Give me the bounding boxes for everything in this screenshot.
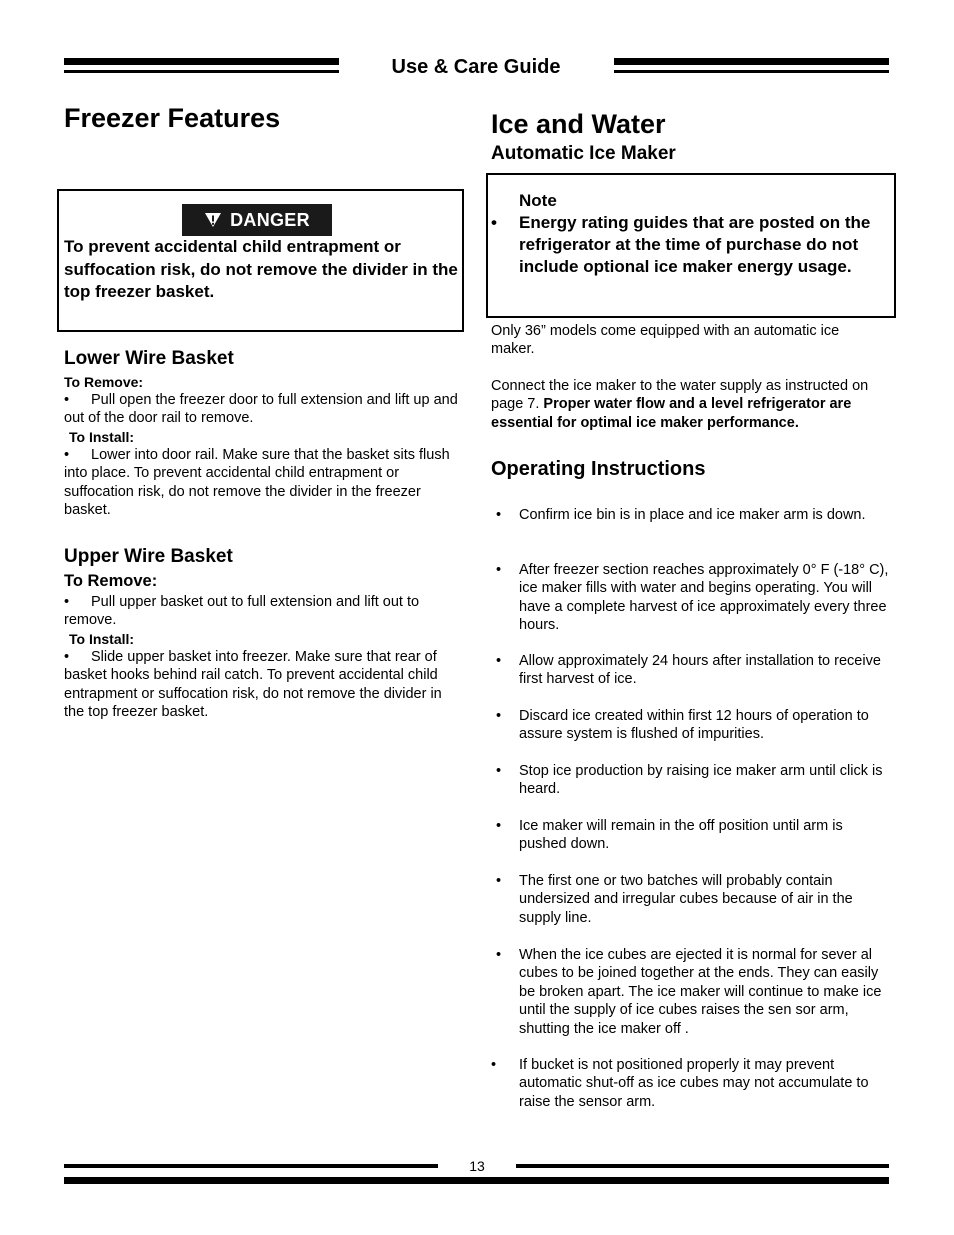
operating-item-text: When the ice cubes are ejected it is normal for sever al cubes to be joined together at the ends. They can easily be broken apart. The ice maker will continue to make ice until the supply of ice cubes raises the sen sor arm, shutting the ice maker off .: [519, 947, 882, 1037]
danger-badge-label: DANGER: [230, 209, 310, 230]
lower-remove-item: [64, 391, 464, 428]
water-supply-paragraph: [491, 377, 886, 432]
footer-rule-right-thin: [516, 1164, 889, 1168]
lower-install-text: Lower into door rail. Make sure that the basket sits flush into place. To prevent accidental child entrapment or suffocation risk, do not remove the divider in the freezer basket.: [64, 447, 450, 519]
list-item: [491, 817, 891, 854]
note-text: Energy rating guides that are posted on the refrigerator at the time of purchase do not include optional ice maker energy usage.: [519, 213, 871, 276]
operating-item-text: After freezer section reaches approximately 0° F (-18° C), ice maker fills with water and begins operating. You will have a complete harvest of ice approximately every three hours.: [519, 562, 889, 634]
lower-install-label: To Install:: [69, 429, 135, 445]
upper-install-item: [64, 648, 464, 722]
list-item: [491, 506, 891, 524]
upper-install-label: To Install:: [69, 631, 135, 647]
danger-badge: [182, 204, 332, 236]
header-rule-left-thick: [64, 58, 339, 65]
upper-wire-basket-heading: Upper Wire Basket: [64, 546, 233, 567]
note-title: Note: [519, 191, 557, 210]
bullet: •: [64, 594, 70, 610]
bullet: •: [64, 447, 70, 463]
bullet: •: [496, 507, 502, 523]
operating-item-text: Allow approximately 24 hours after installation to receive first harvest of ice.: [519, 653, 881, 688]
bullet: •: [496, 873, 502, 889]
bullet: •: [496, 653, 502, 669]
header-rule-left-thin: [64, 70, 339, 73]
header-title: Use & Care Guide: [391, 56, 561, 78]
danger-text: To prevent accidental child entrapment or suffocation risk, do not remove the divider in the top freezer basket.: [64, 237, 458, 301]
bullet: •: [64, 649, 70, 665]
bullet: •: [496, 708, 502, 724]
automatic-ice-maker-heading: Automatic Ice Maker: [491, 143, 676, 164]
lower-remove-label: To Remove:: [64, 374, 144, 390]
bullet: •: [491, 1057, 497, 1073]
upper-remove-item: [64, 593, 464, 630]
operating-item-text: Stop ice production by raising ice maker arm until click is heard.: [519, 763, 883, 798]
water-supply-bold-text: Proper water flow and a level refrigerator are essential for optimal ice maker performance.: [491, 396, 852, 431]
header-rule-right-thick: [614, 58, 889, 65]
upper-remove-label: To Remove:: [64, 572, 158, 590]
bullet: •: [496, 818, 502, 834]
lower-remove-text: Pull open the freezer door to full extension and lift up and out of the door rail to remove.: [64, 392, 458, 427]
warning-triangle-icon: [204, 212, 222, 228]
lower-wire-basket-heading: Lower Wire Basket: [64, 348, 234, 369]
list-item: [491, 762, 891, 799]
list-item: [491, 561, 891, 635]
upper-install-text: Slide upper basket into freezer. Make sure that rear of basket hooks behind rail catch. To prevent accidental child entrapment or suffocation risk, do not remove the divider in the top freezer basket.: [64, 649, 442, 721]
water-supply-text: Connect the ice maker to the water supply as instructed on page 7.: [491, 378, 869, 413]
operating-item-text: If bucket is not positioned properly it may prevent automatic shut-off as ice cubes may not accumulate to raise the sensor arm.: [519, 1057, 869, 1110]
operating-item-text: Discard ice created within first 12 hours of operation to assure system is flushed of impurities.: [519, 708, 869, 743]
list-item: [491, 1056, 891, 1111]
bullet: •: [64, 392, 70, 408]
bullet: •: [496, 947, 502, 963]
lower-install-item: [64, 446, 464, 520]
upper-remove-text: Pull upper basket out to full extension and lift out to remove.: [64, 594, 420, 629]
operating-item-text: Confirm ice bin is in place and ice maker arm is down.: [519, 507, 866, 523]
operating-item-text: The first one or two batches will probably contain undersized and irregular cubes because of air in the supply line.: [519, 873, 853, 926]
list-item: [491, 946, 891, 1038]
bullet: •: [496, 562, 502, 578]
footer-rule-thick: [64, 1177, 889, 1184]
ice-and-water-heading: Ice and Water: [491, 109, 666, 139]
operating-instructions-heading: Operating Instructions: [491, 458, 706, 480]
page-number: 13: [469, 1158, 485, 1174]
footer-rule-left-thin: [64, 1164, 438, 1168]
bullet: •: [496, 763, 502, 779]
note-bullet: •: [491, 213, 497, 232]
freezer-features-heading: Freezer Features: [64, 103, 281, 133]
operating-item-text: Ice maker will remain in the off position until arm is pushed down.: [519, 818, 843, 853]
header-rule-right-thin: [614, 70, 889, 73]
list-item: [491, 652, 891, 689]
models-paragraph: Only 36” models come equipped with an automatic ice maker.: [491, 323, 840, 358]
list-item: [491, 872, 891, 927]
list-item: [491, 707, 891, 744]
